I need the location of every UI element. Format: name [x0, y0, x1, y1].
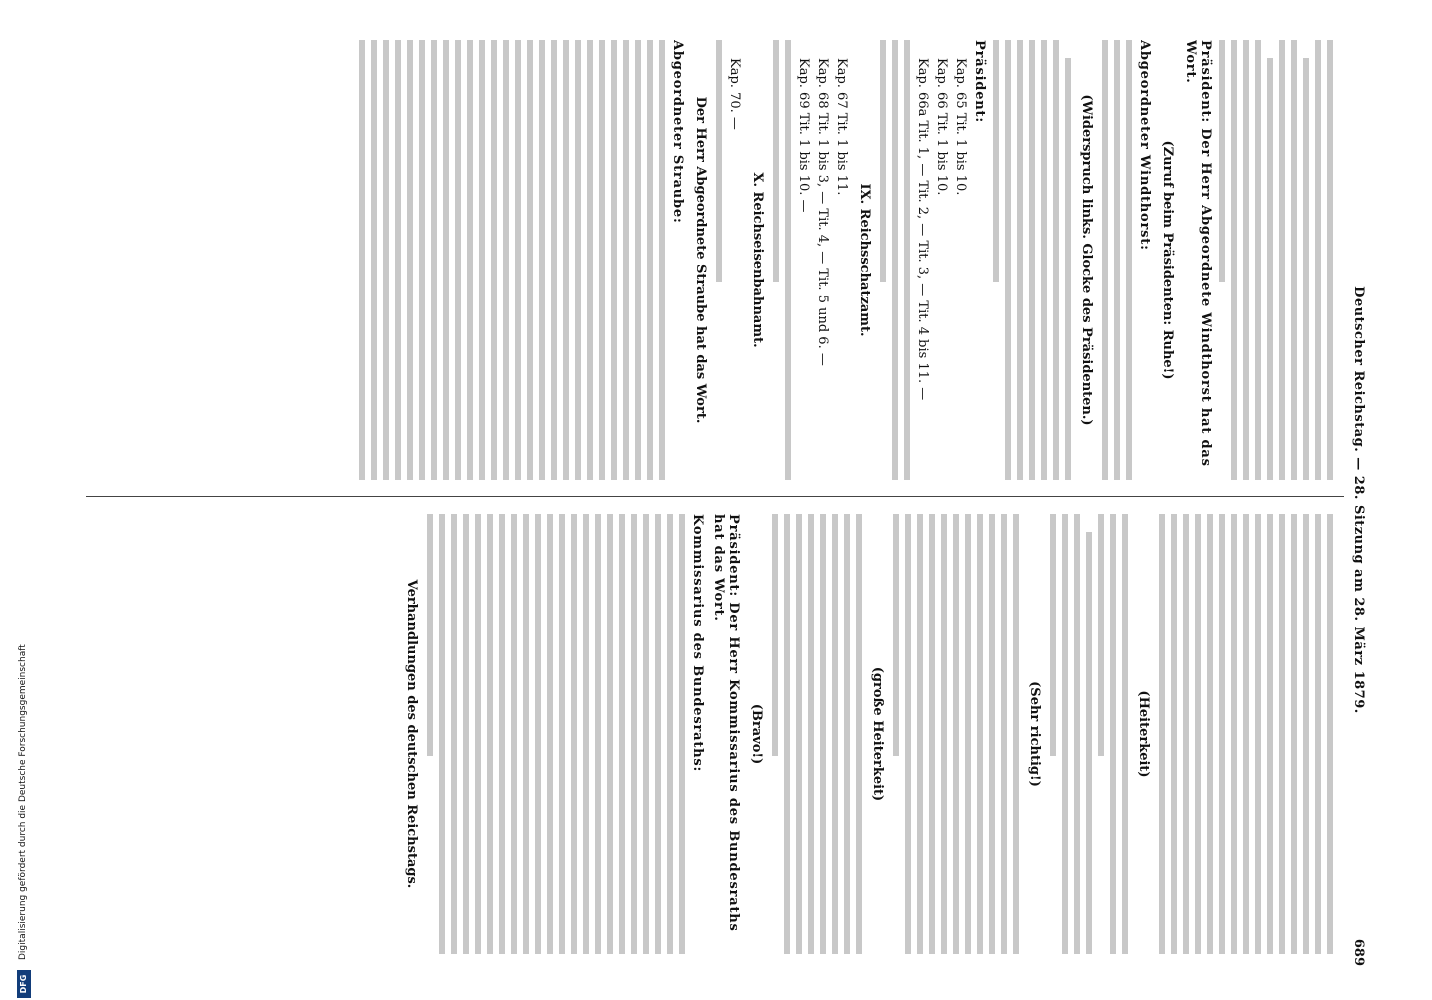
text-line	[419, 40, 425, 480]
text-line	[856, 514, 862, 954]
text-line	[1065, 58, 1071, 480]
text-line	[1086, 532, 1092, 954]
text-line	[1231, 40, 1237, 480]
text-line	[643, 514, 649, 954]
text-line	[716, 40, 722, 282]
item-line: Kap. 68 Tit. 1 bis 3, — Tit. 4, — Tit. 5 und 6. —	[815, 58, 830, 366]
text-line	[1041, 40, 1047, 480]
text-line	[451, 514, 457, 954]
rotated-page	[64, 28, 1372, 972]
closing-line: Verhandlungen des deutschen Reichstags.	[404, 579, 419, 889]
text-line	[989, 514, 995, 954]
text-line	[479, 40, 485, 480]
text-line	[1255, 514, 1261, 954]
section-heading: IX. Reichsschatzamt.	[857, 183, 872, 337]
dfg-logo: DFG	[17, 970, 31, 998]
text-line	[467, 40, 473, 480]
text-line	[427, 514, 433, 756]
text-line	[977, 514, 983, 954]
text-line	[647, 40, 653, 480]
text-line	[1110, 514, 1116, 954]
text-line	[1062, 514, 1068, 954]
item-line: Kap. 67 Tit. 1 bis 11.	[834, 58, 849, 196]
text-line	[1303, 514, 1309, 954]
text-line	[439, 514, 445, 954]
text-line	[1267, 58, 1273, 480]
text-line	[808, 514, 814, 954]
text-line	[1327, 514, 1333, 954]
text-line	[563, 40, 569, 480]
text-line	[431, 40, 437, 480]
digitization-credit	[18, 400, 32, 1000]
text-line	[583, 514, 589, 954]
text-line	[679, 514, 685, 954]
interjection: (Zuruf beim Präsidenten: Ruhe!)	[1160, 140, 1175, 380]
right-column	[90, 514, 1338, 954]
text-line	[917, 514, 923, 954]
section-heading: X. Reichseisenbahnamt.	[750, 172, 765, 348]
text-line	[1013, 514, 1019, 954]
text-line	[1207, 514, 1213, 954]
text-line	[1074, 514, 1080, 954]
item-line: Kap. 65 Tit. 1 bis 10.	[953, 58, 968, 196]
text-line	[1098, 514, 1104, 756]
text-line	[595, 514, 601, 954]
speaker-windthorst: Abgeordneter Windthorst:	[1137, 40, 1152, 251]
text-line	[499, 514, 505, 954]
text-line	[772, 514, 778, 756]
text-line	[1159, 514, 1165, 954]
text-line	[487, 514, 493, 954]
text-line	[1327, 40, 1333, 480]
text-line	[1243, 514, 1249, 954]
text-line	[571, 514, 577, 954]
text-line	[1102, 40, 1108, 480]
text-line	[503, 40, 509, 480]
speaker-straube: Abgeordneter Straube:	[670, 40, 685, 224]
text-line	[905, 514, 911, 954]
text-line	[599, 40, 605, 480]
text-line	[619, 514, 625, 954]
text-line	[551, 40, 557, 480]
text-line	[1291, 514, 1297, 954]
text-line	[371, 40, 377, 480]
text-line	[395, 40, 401, 480]
left-column	[90, 40, 1338, 480]
page-number: 689	[1351, 938, 1366, 966]
text-line	[1122, 514, 1128, 954]
text-line	[832, 514, 838, 954]
text-line	[1291, 40, 1297, 480]
text-line	[1315, 514, 1321, 954]
text-line	[527, 40, 533, 480]
text-line	[820, 514, 826, 954]
text-line	[511, 514, 517, 954]
agreement-note: (Sehr richtig!)	[1027, 681, 1042, 787]
text-line	[607, 514, 613, 954]
text-line	[1017, 40, 1023, 480]
text-line	[407, 40, 413, 480]
text-line	[1005, 40, 1011, 480]
text-line	[773, 40, 779, 282]
text-line	[515, 40, 521, 480]
text-line	[623, 40, 629, 480]
text-line	[1279, 514, 1285, 954]
text-line	[1053, 40, 1059, 480]
president-call: Präsident: Der Herr Abgeordnete Windthorst hat das Wort.	[1183, 40, 1213, 467]
column-divider	[86, 496, 1344, 497]
text-line	[893, 514, 899, 756]
text-line	[1001, 514, 1007, 954]
text-line	[575, 40, 581, 480]
item-line: Kap. 70. —	[727, 58, 742, 130]
text-line	[475, 514, 481, 954]
text-line	[1050, 514, 1056, 756]
text-line	[784, 514, 790, 954]
text-line	[383, 40, 389, 480]
text-line	[796, 514, 802, 954]
text-line	[1171, 514, 1177, 954]
text-line	[523, 514, 529, 954]
text-line	[1279, 40, 1285, 480]
president-call: Der Herr Abgeordnete Straube hat das Wort.	[693, 96, 708, 424]
text-line	[993, 40, 999, 282]
credit-text: Digitalisierung gefördert durch die Deutsche Forschungsgemeinschaft	[18, 644, 28, 960]
text-line	[1126, 40, 1132, 480]
text-line	[941, 514, 947, 954]
text-line	[539, 40, 545, 480]
text-line	[443, 40, 449, 480]
text-line	[1195, 514, 1201, 954]
text-line	[1231, 514, 1237, 954]
text-line	[1219, 40, 1225, 282]
text-line	[359, 40, 365, 480]
text-line	[1029, 40, 1035, 480]
bravo-note: (Bravo!)	[749, 703, 764, 765]
applause-note: (große Heiterkeit)	[870, 666, 885, 802]
text-line	[455, 40, 461, 480]
reaction: (Widerspruch links. Glocke des Präsidenten.)	[1079, 94, 1094, 426]
text-line	[535, 514, 541, 954]
text-line	[929, 514, 935, 954]
item-line: Kap. 69 Tit. 1 bis 10. —	[796, 58, 811, 213]
text-line	[880, 40, 886, 282]
text-line	[785, 40, 791, 480]
text-line	[1255, 40, 1261, 480]
text-line	[1303, 58, 1309, 480]
president-speaker: Präsident:	[972, 40, 987, 123]
text-line	[1219, 514, 1225, 954]
text-line	[631, 514, 637, 954]
laughter-note: (Heiterkeit)	[1136, 690, 1151, 778]
text-line	[965, 514, 971, 954]
text-line	[953, 514, 959, 954]
page-header: Deutscher Reichstag. — 28. Sitzung am 28. März 1879.	[1351, 286, 1366, 714]
text-line	[904, 40, 910, 480]
president-call: Präsident: Der Herr Kommissarius des Bundesraths hat das Wort.	[711, 514, 741, 932]
text-line	[635, 40, 641, 480]
text-line	[587, 40, 593, 480]
text-line	[892, 40, 898, 480]
item-line: Kap. 66a Tit. 1, — Tit. 2, — Tit. 3, — Tit. 4 bis 11. —	[915, 58, 930, 401]
commissioner-speaker: Kommissarius des Bundesraths:	[690, 514, 705, 773]
text-line	[611, 40, 617, 480]
text-line	[844, 514, 850, 954]
text-line	[1114, 40, 1120, 480]
text-line	[655, 514, 661, 954]
text-line	[1183, 514, 1189, 954]
text-line	[1315, 40, 1321, 480]
text-line	[659, 40, 665, 480]
text-line	[1267, 514, 1273, 954]
text-line	[463, 514, 469, 954]
text-line	[1243, 40, 1249, 480]
text-line	[559, 514, 565, 954]
text-line	[667, 514, 673, 954]
item-line: Kap. 66 Tit. 1 bis 10.	[934, 58, 949, 196]
text-line	[491, 40, 497, 480]
text-line	[547, 514, 553, 954]
